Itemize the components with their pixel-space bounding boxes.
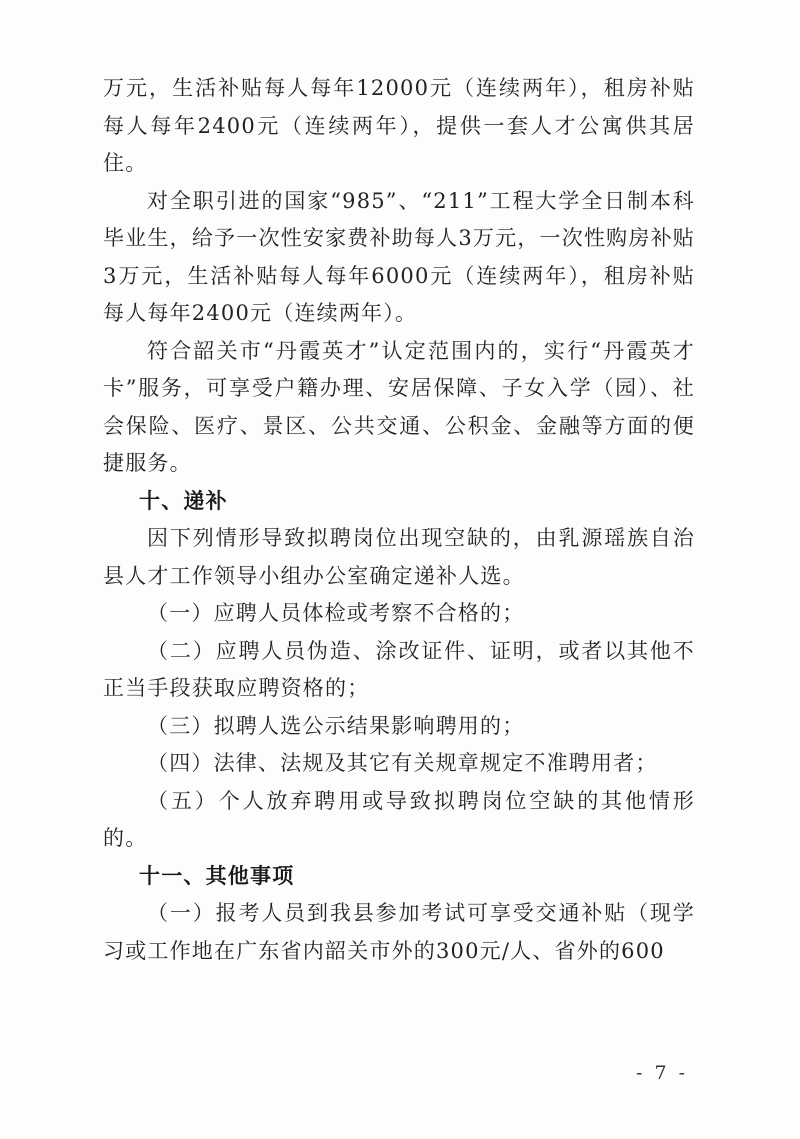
paragraph-backfill-intro: 因下列情形导致拟聘岗位出现空缺的，由乳源瑶族自治县人才工作领导小组办公室确定递补人选。 (103, 526, 695, 588)
list-item-backfill-1: （一）应聘人员体检或考察不合格的； (147, 601, 525, 625)
paragraph-subsidy-continued: 万元，生活补贴每人每年12000元（连续两年），租房补贴每人每年2400元（连续两年），提供一套人才公寓供其居住。 (103, 76, 695, 175)
section-heading-other-matters: 十一、其他事项 (139, 863, 295, 888)
list-item-backfill-4: （四）法律、法规及其它有关规章规定不准聘用者； (147, 751, 658, 775)
page-number: - 7 - (636, 1062, 689, 1084)
section-heading-backfill: 十、递补 (139, 488, 228, 513)
document-body (103, 70, 695, 970)
paragraph-985-211-graduates: 对全职引进的国家“985”、“211”工程大学全日制本科毕业生，给予一次性安家费补助每人3万元，一次性购房补贴3万元，生活补贴每人每年6000元（连续两年），租房补贴每人每年2400元（连续两年）。 (103, 188, 695, 325)
list-item-backfill-5: （五）个人放弃聘用或导致拟聘岗位空缺的其他情形的。 (103, 788, 695, 850)
list-item-backfill-3: （三）拟聘人选公示结果影响聘用的； (147, 713, 525, 738)
list-item-backfill-2: （二）应聘人员伪造、涂改证件、证明，或者以其他不正当手段获取应聘资格的； (103, 638, 695, 700)
paragraph-danxia-talent-card: 符合韶关市“丹霞英才”认定范围内的，实行“丹霞英才卡”服务，可享受户籍办理、安居保障、子女入学（园）、社会保险、医疗、景区、公共交通、公积金、金融等方面的便捷服务。 (103, 338, 695, 475)
list-item-other-1: （一）报考人员到我县参加考试可享受交通补贴（现学习或工作地在广东省内韶关市外的300元/人、省外的600 (103, 901, 695, 963)
